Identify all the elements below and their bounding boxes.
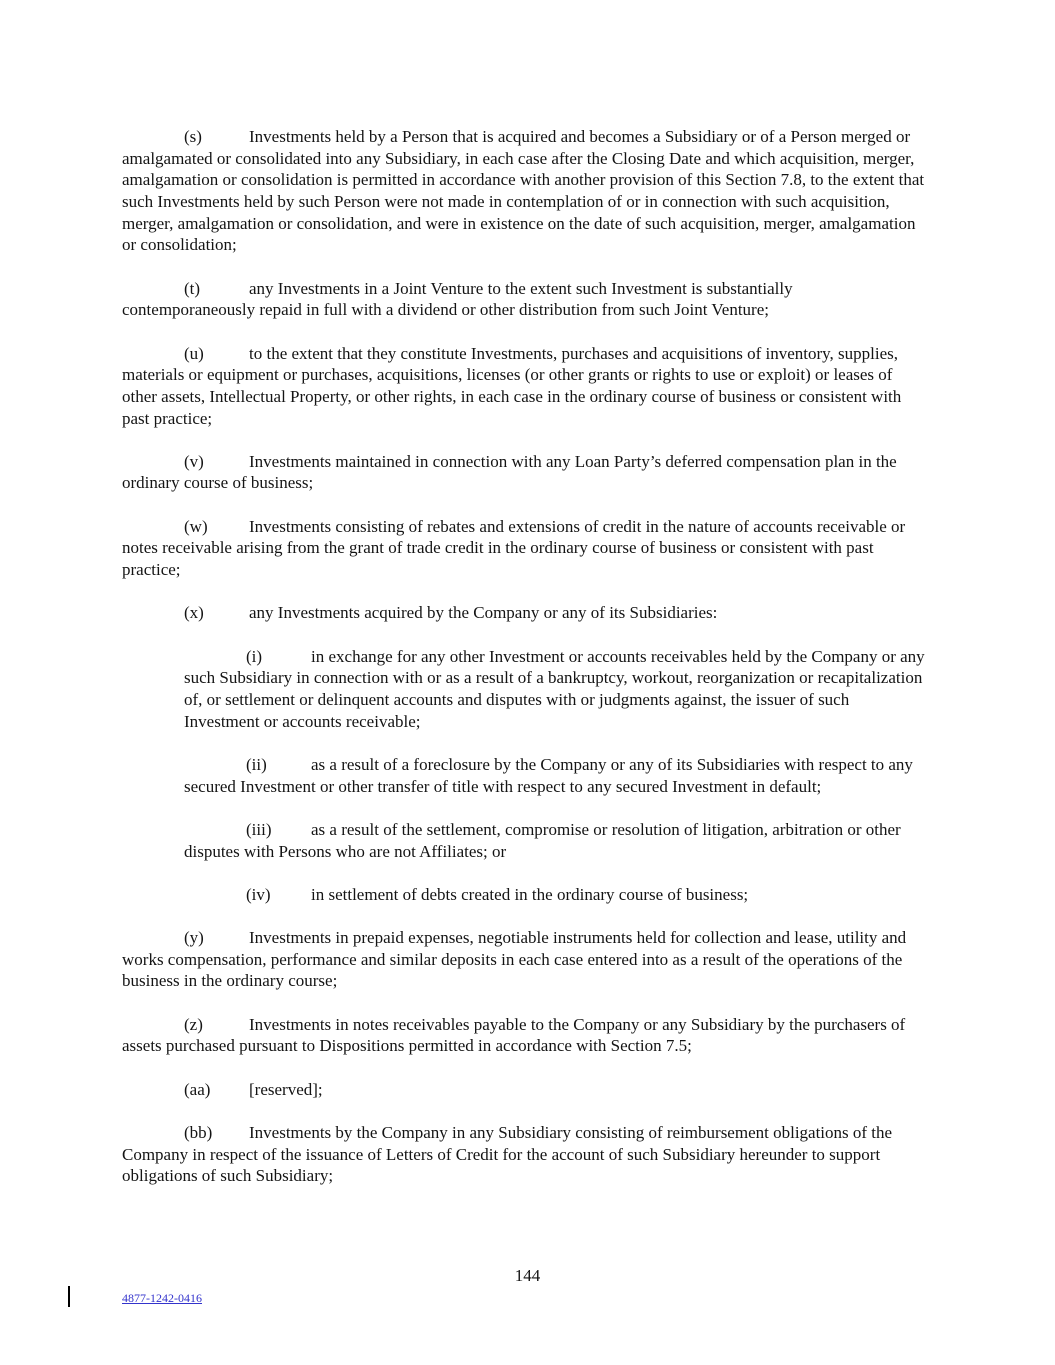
paragraph-label: (u) xyxy=(184,343,204,363)
paragraph-label: (w) xyxy=(184,516,208,536)
paragraph-text: to the extent that they constitute Investments, purchases and acquisitions of inventory, supplies, materials or equipment or purchases, acquisitions, licenses (or other grants or rights to use or exploit) or leases of other assets, Intellectual Property, or other rights, in each case in the ordinary course of business or consistent with past practice; xyxy=(122,343,902,428)
paragraph-text: any Investments acquired by the Company or any of its Subsidiaries: xyxy=(249,603,718,623)
paragraph-w xyxy=(122,516,928,581)
paragraph-label: (t) xyxy=(184,278,201,298)
paragraph-label: (x) xyxy=(184,603,204,623)
paragraph-text: in exchange for any other Investment or accounts receivables held by the Company or any such Subsidiary in connection with or as a result of a bankruptcy, workout, reorganization or recapitalization of, or settlement or delinquent accounts and disputes with or judgments against, the issuer of such Investment or accounts receivable; xyxy=(184,646,925,731)
paragraph-label: (bb) xyxy=(184,1122,213,1142)
paragraph-text: as a result of the settlement, compromise or resolution of litigation, arbitration or other disputes with Persons who are not Affiliates; or xyxy=(184,819,901,861)
paragraph-z xyxy=(122,1014,928,1057)
paragraph-label: (z) xyxy=(184,1014,203,1034)
paragraph-label: (s) xyxy=(184,127,202,146)
paragraph-text: Investments maintained in connection with any Loan Party’s deferred compensation plan in the ordinary course of business; xyxy=(122,451,897,493)
paragraph-text: Investments consisting of rebates and extensions of credit in the nature of accounts receivable or notes receivable arising from the grant of trade credit in the ordinary course of business or consistent with past practice; xyxy=(122,516,906,580)
paragraph-label: (i) xyxy=(246,646,263,666)
paragraph-v xyxy=(122,451,928,494)
doc-id-link[interactable]: 4877-1242-0416 xyxy=(122,1291,202,1305)
paragraph-label: (y) xyxy=(184,928,204,948)
paragraph-text: Investments held by a Person that is acquired and becomes a Subsidiary or of a Person merged or amalgamated or consolidated into any Subsidiary, in each case after the Closing Date and which acquisition, merger, amalgamation or consolidation is permitted in accordance with another provision of this Section 7.8, to the extent that such Investments held by such Person were not made in contemplation of or in connection with such acquisition, merger, amalgamation or consolidation, and were in existence on the date of such acquisition, merger, amalgamation or consolidation; xyxy=(122,127,925,255)
page-number: 144 xyxy=(514,1266,541,1285)
paragraph-text: in settlement of debts created in the ordinary course of business; xyxy=(311,884,749,904)
paragraph-x-iii xyxy=(184,819,928,862)
paragraph-x-i xyxy=(184,646,928,733)
paragraph-text: Investments in prepaid expenses, negotiable instruments held for collection and lease, utility and works compensation, performance and similar deposits in each case entered into as a result of the operations of the business in the ordinary course; xyxy=(122,928,907,991)
paragraph-t xyxy=(122,278,928,321)
paragraph-aa xyxy=(122,1079,928,1101)
paragraph-x-iv xyxy=(184,884,928,906)
paragraph-label: (iii) xyxy=(246,819,272,839)
paragraph-label: (iv) xyxy=(246,884,271,904)
paragraph-bb xyxy=(122,1122,928,1187)
change-bar xyxy=(68,1286,70,1307)
paragraph-text: any Investments in a Joint Venture to the extent such Investment is substantially contemporaneously repaid in full with a dividend or other distribution from such Joint Venture; xyxy=(122,278,793,320)
paragraph-text: Investments by the Company in any Subsidiary consisting of reimbursement obligations of the Company in respect of the issuance of Letters of Credit for the account of such Subsidiary hereunder to support obligations of such Subsidiary; xyxy=(122,1122,893,1186)
paragraph-text: [reserved]; xyxy=(249,1079,323,1099)
paragraph-y xyxy=(122,927,928,992)
document-body xyxy=(122,126,928,1187)
paragraph-u xyxy=(122,343,928,430)
paragraph-text: as a result of a foreclosure by the Company or any of its Subsidiaries with respect to any secured Investment or other transfer of title with respect to any secured Investment in default; xyxy=(184,754,913,796)
paragraph-text: Investments in notes receivables payable to the Company or any Subsidiary by the purchasers of assets purchased pursuant to Dispositions permitted in accordance with Section 7.5; xyxy=(122,1014,906,1056)
paragraph-x xyxy=(122,602,928,624)
paragraph-x-ii xyxy=(184,754,928,797)
paragraph-s xyxy=(122,126,928,256)
paragraph-label: (aa) xyxy=(184,1079,211,1099)
paragraph-label: (v) xyxy=(184,451,204,471)
paragraph-label: (ii) xyxy=(246,754,267,774)
